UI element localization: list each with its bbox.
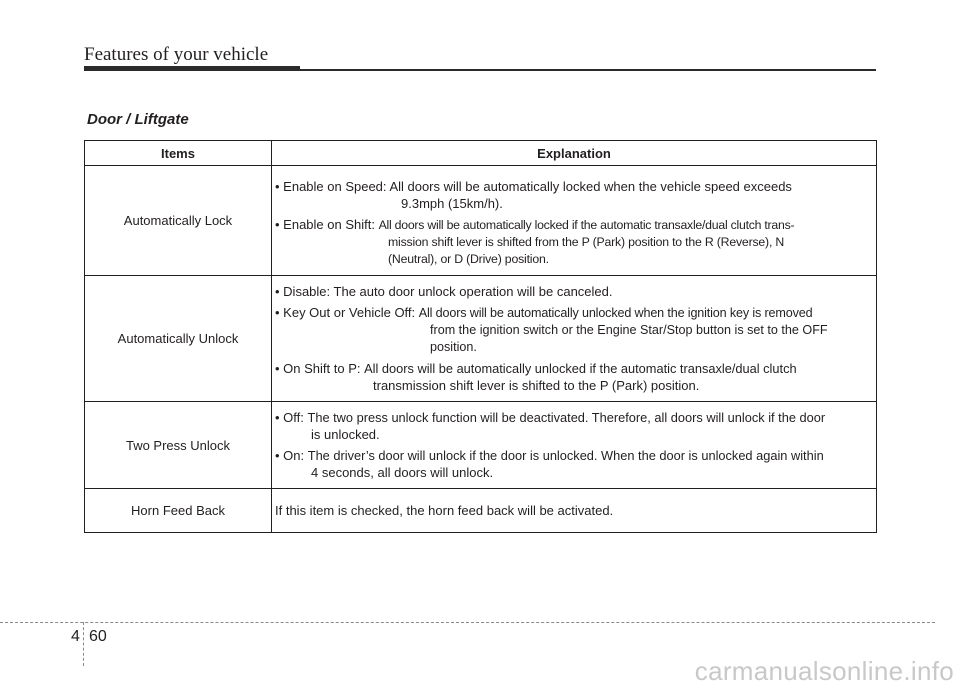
explanation-bullet: [275, 304, 876, 356]
page-header-title: Features of your vehicle: [84, 44, 269, 65]
table-header-row: [85, 141, 877, 166]
column-header-items: Items: [85, 141, 272, 166]
bullet-continuation: transmission shift lever is shifted to the P (Park) position.: [373, 378, 700, 393]
explanation-bullet: [275, 178, 876, 212]
explanation-cell: [272, 276, 877, 402]
bullet-text: All doors will be automatically unlocked when the ignition key is removed: [418, 306, 813, 320]
explanation-bullet: [275, 283, 876, 300]
bullet-lead: • Key Out or Vehicle Off:: [275, 305, 416, 320]
bullet-continuation: is unlocked.: [311, 427, 380, 442]
column-header-explanation: Explanation: [272, 141, 877, 166]
footer-rule: [0, 622, 935, 623]
bullet-continuation: from the ignition switch or the Engine Star/Stop button is set to the OFF: [430, 323, 828, 337]
bullet-lead: • Off:: [275, 410, 304, 425]
explanation-bullet: [275, 216, 876, 268]
bullet-lead: • On Shift to P:: [275, 361, 361, 376]
item-horn-feed-back: Horn Feed Back: [85, 489, 272, 533]
explanation-text: If this item is checked, the horn feed back will be activated.: [275, 503, 614, 518]
table-row: [85, 276, 877, 402]
bullet-text: All doors will be automatically locked if the automatic transaxle/dual clutch trans-: [378, 218, 795, 232]
explanation-bullet: [275, 447, 876, 481]
item-automatically-unlock: Automatically Unlock: [85, 276, 272, 402]
bullet-text: The two press unlock function will be deactivated. Therefore, all doors will unlock if the door: [307, 410, 826, 425]
explanation-bullet: [275, 409, 876, 443]
page-number: 60: [89, 628, 107, 645]
explanation-cell: [272, 489, 877, 533]
table-row: [85, 489, 877, 533]
header-rule-thick: [84, 66, 300, 71]
bullet-lead: • Enable on Speed:: [275, 179, 387, 194]
bullet-continuation: (Neutral), or D (Drive) position.: [388, 252, 549, 266]
bullet-lead: • Disable:: [275, 284, 331, 299]
chapter-number: 4: [71, 628, 80, 645]
explanation-cell: [272, 402, 877, 489]
table-row: [85, 402, 877, 489]
bullet-continuation: 9.3mph (15km/h).: [401, 196, 503, 211]
bullet-text: All doors will be automatically unlocked if the automatic transaxle/dual clutch: [364, 361, 797, 376]
bullet-lead: • On:: [275, 448, 305, 463]
bullet-continuation: 4 seconds, all doors will unlock.: [311, 465, 494, 480]
explanation-cell: [272, 166, 877, 276]
explanation-bullet: [275, 360, 876, 394]
header-rule-thin: [300, 69, 876, 71]
item-two-press-unlock: Two Press Unlock: [85, 402, 272, 489]
item-automatically-lock: Automatically Lock: [85, 166, 272, 276]
bullet-lead: • Enable on Shift:: [275, 217, 375, 232]
bullet-continuation: position.: [430, 340, 477, 354]
settings-table: [84, 140, 877, 533]
bullet-text: The driver’s door will unlock if the door is unlocked. When the door is unlocked again within: [307, 448, 824, 463]
table-row: [85, 166, 877, 276]
bullet-text: All doors will be automatically locked when the vehicle speed exceeds: [389, 179, 792, 194]
watermark: carmanualsonline.info: [694, 656, 954, 686]
bullet-continuation: mission shift lever is shifted from the P (Park) position to the R (Reverse), N: [388, 235, 785, 249]
footer-divider: [83, 622, 84, 666]
bullet-text: The auto door unlock operation will be canceled.: [333, 284, 613, 299]
section-title: Door / Liftgate: [87, 111, 189, 128]
